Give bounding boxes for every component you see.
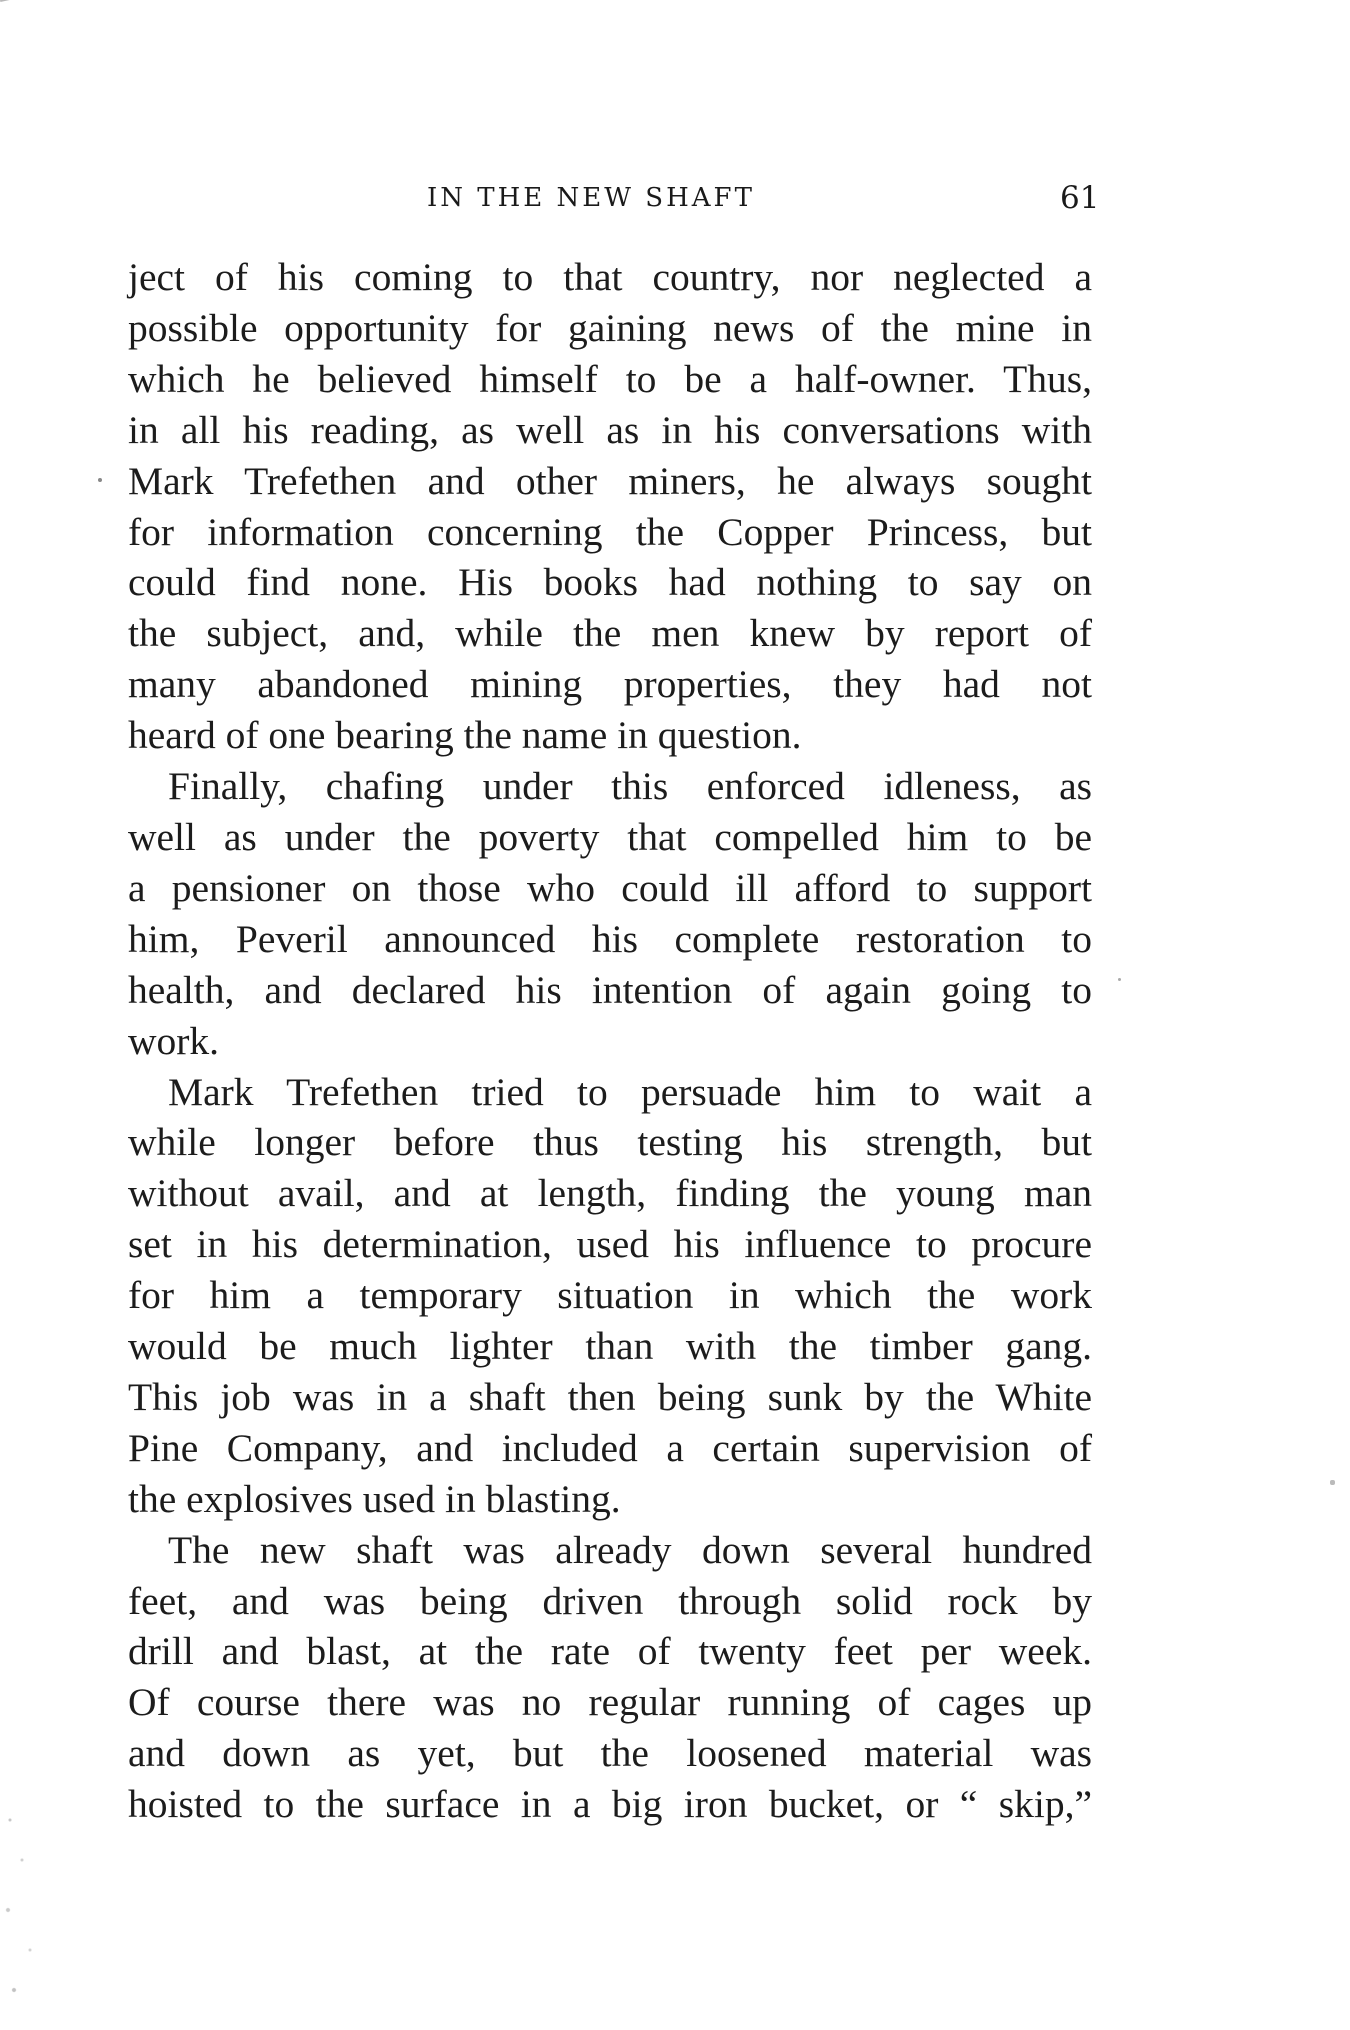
text-line: heard of one bearing the name in question. — [128, 713, 802, 758]
text-line: many abandoned mining properties, they had not — [128, 662, 1092, 707]
text-line: the explosives used in blasting. — [128, 1476, 621, 1521]
paragraph-first-line: Finally, chafing under this enforced idleness, as — [168, 764, 1092, 809]
text-line: him, Peveril announced his complete restoration to — [128, 916, 1092, 961]
text-line: drill and blast, at the rate of twenty feet per week. — [128, 1629, 1092, 1674]
page-number: 61 — [1060, 180, 1100, 216]
stray-mark — [98, 478, 102, 482]
text-line: Of course there was no regular running of cages up — [128, 1680, 1092, 1725]
text-line: while longer before thus testing his strength, but — [128, 1120, 1092, 1165]
page-corner-mark — [0, 0, 47, 20]
text-line: for information concerning the Copper Princess, but — [128, 509, 1092, 554]
stray-mark — [1330, 1480, 1335, 1485]
text-line: Mark Trefethen and other miners, he always sought — [128, 458, 1092, 503]
text-line: could find none. His books had nothing to say on — [128, 560, 1092, 605]
text-line: This job was in a shaft then being sunk by the White — [128, 1374, 1092, 1419]
stray-mark — [1118, 978, 1121, 981]
text-line: in all his reading, as well as in his conversations with — [128, 407, 1092, 452]
paragraph-first-line: Mark Trefethen tried to persuade him to wait a — [168, 1069, 1092, 1114]
text-line: a pensioner on those who could ill afford to support — [128, 865, 1092, 910]
text-line: hoisted to the surface in a big iron bucket, or “ skip,” — [128, 1782, 1092, 1827]
text-line: the subject, and, while the men knew by report of — [128, 611, 1092, 656]
body-text — [128, 252, 1092, 1830]
text-line: possible opportunity for gaining news of the mine in — [128, 305, 1092, 350]
text-line: set in his determination, used his influence to procure — [128, 1222, 1092, 1267]
text-line: feet, and was being driven through solid rock by — [128, 1578, 1092, 1623]
text-line: well as under the poverty that compelled him to be — [128, 814, 1092, 859]
running-head: IN THE NEW SHAFT — [427, 183, 755, 213]
text-line: for him a temporary situation in which the work — [128, 1273, 1092, 1318]
text-line: health, and declared his intention of again going to — [128, 967, 1092, 1012]
margin-speckle — [0, 1800, 48, 2030]
text-line: which he believed himself to be a half-owner. Thus, — [128, 356, 1092, 401]
text-line: ject of his coming to that country, nor neglected a — [128, 255, 1092, 299]
paragraph-first-line: The new shaft was already down several hundred — [168, 1527, 1092, 1572]
text-line: Pine Company, and included a certain supervision of — [128, 1425, 1092, 1470]
text-line: without avail, and at length, finding the young man — [128, 1171, 1092, 1216]
text-line: and down as yet, but the loosened material was — [128, 1731, 1092, 1776]
text-line: work. — [128, 1018, 220, 1063]
text-line: would be much lighter than with the timber gang. — [128, 1324, 1092, 1369]
